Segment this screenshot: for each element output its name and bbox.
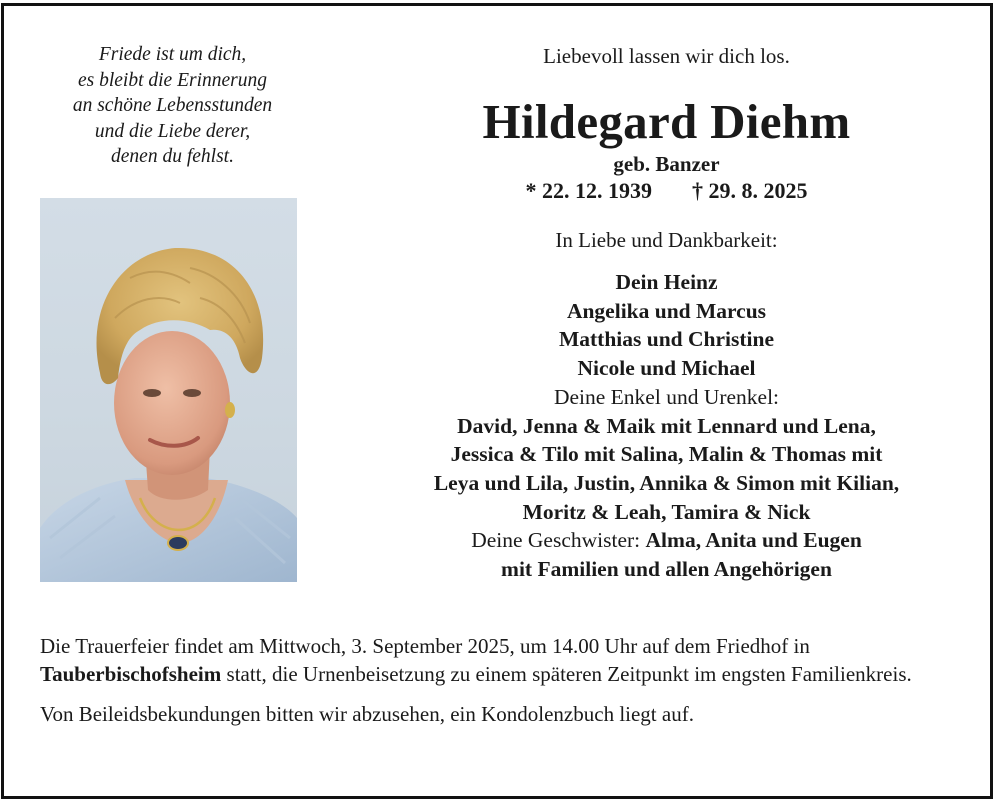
main-column bbox=[334, 42, 999, 584]
thanks-line: In Liebe und Dankbarkeit: bbox=[555, 228, 778, 252]
poem-line: Friede ist um dich, bbox=[98, 44, 247, 65]
mourner-line: Matthias und Christine bbox=[558, 327, 775, 352]
ceremony-paragraph bbox=[40, 632, 980, 688]
poem-line: an schöne Lebensstunden bbox=[72, 95, 273, 116]
condolence-paragraph: Von Beileidsbekundungen bitten wir abzusehen, ein Kondolenzbuch liegt auf. bbox=[40, 702, 694, 726]
birth-name: geb. Banzer bbox=[613, 152, 720, 176]
grandchildren-line: Moritz & Leah, Tamira & Nick bbox=[522, 499, 811, 524]
mourner-line: Angelika und Marcus bbox=[566, 298, 767, 323]
death-date: † 29. 8. 2025 bbox=[692, 178, 808, 203]
obituary-frame bbox=[1, 3, 993, 799]
poem bbox=[40, 42, 305, 170]
siblings-names: Alma, Anita und Eugen bbox=[645, 528, 862, 553]
mourners-list bbox=[334, 268, 999, 584]
deceased-name: Hildegard Diehm bbox=[482, 94, 851, 149]
mourner-line: Nicole und Michael bbox=[577, 356, 756, 381]
birth-date: * 22. 12. 1939 bbox=[525, 178, 652, 203]
grandchildren-label: Deine Enkel und Urenkel: bbox=[553, 384, 780, 409]
ceremony-text: Die Trauerfeier findet am Mittwoch, 3. September 2025, um 14.00 Uhr auf dem Friedhof in bbox=[40, 634, 810, 658]
closing-line: mit Familien und allen Angehörigen bbox=[501, 557, 832, 582]
poem-line: und die Liebe derer, bbox=[94, 120, 251, 142]
funeral-notice bbox=[40, 632, 980, 728]
siblings-label: Deine Geschwister: bbox=[471, 528, 641, 553]
grandchildren-line: Jessica & Tilo mit Salina, Malin & Thomas mit bbox=[450, 442, 883, 467]
ceremony-place: Tauberbischofsheim bbox=[40, 662, 222, 686]
siblings-line bbox=[334, 526, 999, 555]
ceremony-text-rest: statt, die Urnenbeisetzung zu einem späteren Zeitpunkt im engsten Familienkreis. bbox=[221, 662, 912, 686]
poem-line: denen du fehlst. bbox=[111, 146, 234, 167]
grandchildren-line: David, Jenna & Maik mit Lennard und Lena, bbox=[457, 413, 876, 438]
portrait-photo bbox=[40, 198, 297, 582]
mourner-line: Dein Heinz bbox=[615, 270, 718, 294]
poem-line: es bleibt die Erinnerung bbox=[77, 69, 267, 91]
life-dates bbox=[334, 177, 999, 205]
motto: Liebevoll lassen wir dich los. bbox=[543, 44, 790, 68]
grandchildren-line: Leya und Lila, Justin, Annika & Simon mit Kilian, bbox=[433, 470, 900, 495]
